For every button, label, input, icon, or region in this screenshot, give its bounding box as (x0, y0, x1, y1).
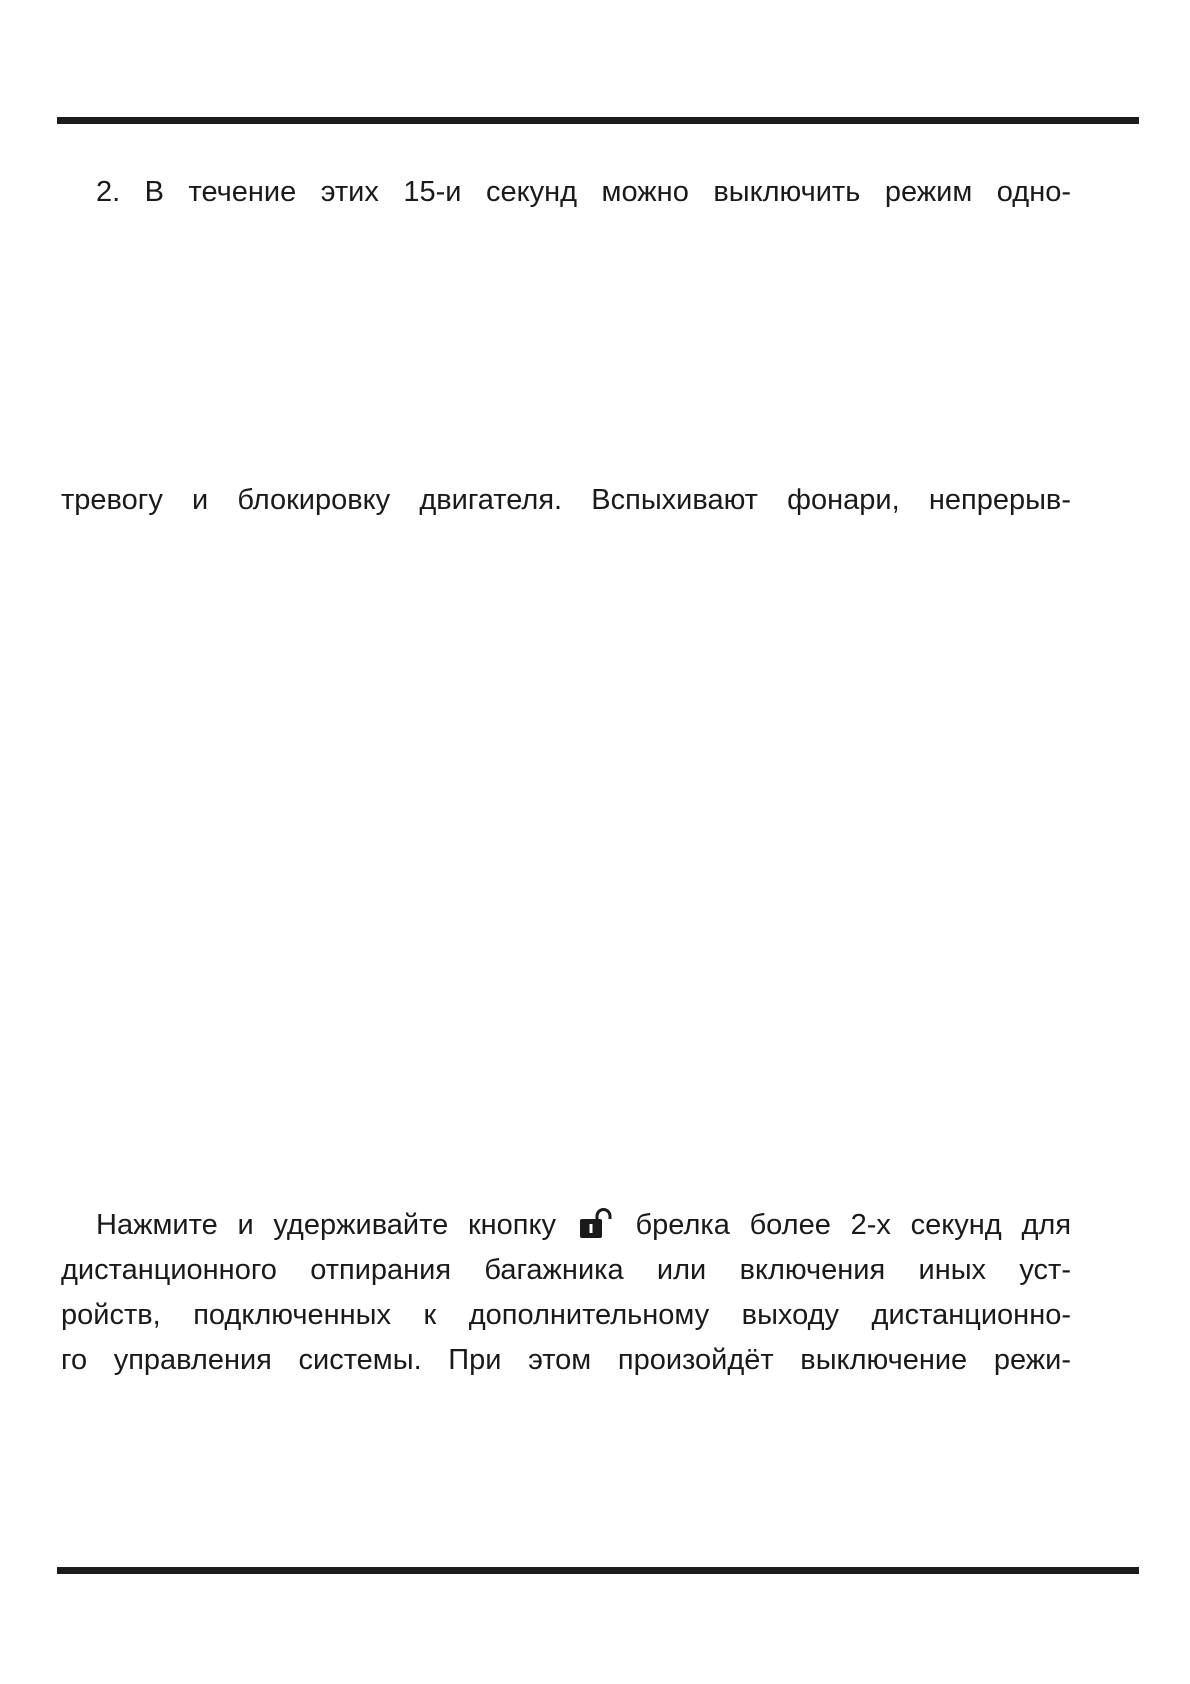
top-rule (57, 117, 1139, 124)
paragraph-line-3: ройств, подключенных к дополнительному выходу дистанционно- (61, 1299, 1071, 1331)
paragraph-line-1 (61, 1203, 1071, 1248)
paragraph-line-2: дистанционного отпирания багажника или включения иных уст- (61, 1254, 1071, 1286)
unlock-icon (578, 1207, 612, 1239)
text-line-2: тревогу и блокировку двигателя. Вспыхивают фонари, непрерыв- (61, 484, 1071, 516)
paragraph-line-1-end: брелка более 2-х секунд для (635, 1209, 1072, 1241)
paragraph-line-1-start: Нажмите и удерживайте кнопку (96, 1209, 557, 1241)
paragraph-line-4: го управления системы. При этом произойдёт выключение режи- (61, 1344, 1071, 1376)
unlock-paragraph (61, 1203, 1071, 1383)
bottom-rule (57, 1567, 1139, 1574)
text-line-1: 2. В течение этих 15-и секунд можно выключить режим одно- (96, 176, 1071, 208)
